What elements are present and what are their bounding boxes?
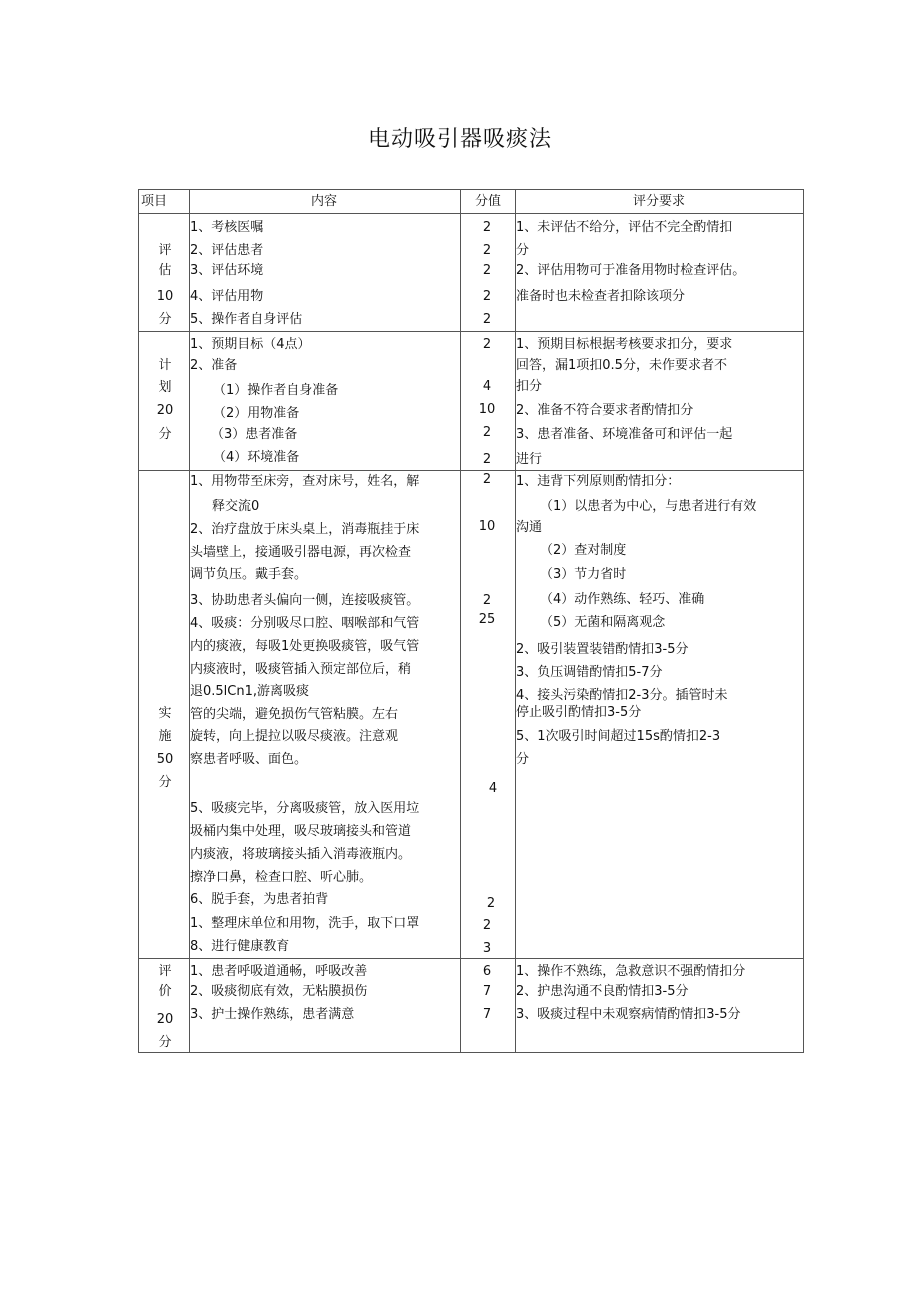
implementation-requirement-line: 沟通 <box>516 520 543 535</box>
assessment-requirement-line: 2、评估用物可于准备用物时检查评估。 <box>516 263 746 278</box>
implementation-score: 2 <box>482 918 492 933</box>
table-border-top <box>138 189 804 190</box>
header-requirements: 评分要求 <box>632 194 686 209</box>
implementation-requirement-line: （5）无菌和隔离观念 <box>540 615 666 630</box>
planning-requirement-line: 进行 <box>516 452 543 467</box>
implementation-content-line: 调节负压。戴手套。 <box>190 567 308 582</box>
implementation-requirement-line: 2、吸引装置装错酌情扣3-5分 <box>516 642 689 657</box>
implementation-content-line: 释交流0 <box>212 499 260 514</box>
evaluation-requirement-line: 2、护患沟通不良酌情扣3-5分 <box>516 984 689 999</box>
implementation-requirement-line: （1）以患者为中心，与患者进行有效 <box>540 499 757 514</box>
implementation-requirement-line: （4）动作熟练、轻巧、准确 <box>540 592 705 607</box>
document-title: 电动吸引器吸痰法 <box>367 127 552 152</box>
planning-requirement-line: 2、准备不符合要求者酌情扣分 <box>516 403 694 418</box>
evaluation-score: 7 <box>482 1007 492 1022</box>
table-border-bottom <box>138 1052 804 1053</box>
planning-item-label: 划 <box>158 380 172 395</box>
planning-content-line: （4）环境准备 <box>213 450 300 465</box>
planning-requirement-line: 1、预期目标根据考核要求扣分，要求 <box>516 337 733 352</box>
implementation-requirement-line: 4、接头污染酌情扣2-3分。插管时未 <box>516 688 728 703</box>
planning-content-line: 2、准备 <box>190 358 238 373</box>
assessment-score: 2 <box>482 289 492 304</box>
assessment-content-line: 4、评估用物 <box>190 289 264 304</box>
table-border-right <box>803 189 804 1053</box>
implementation-content-line: 6、脱手套，为患者拍背 <box>190 892 329 907</box>
table-divider <box>138 213 804 214</box>
assessment-content-line: 1、考核医嘱 <box>190 220 264 235</box>
evaluation-requirement-line: 3、吸痰过程中未观察病情酌情扣3-5分 <box>516 1007 741 1022</box>
assessment-score: 2 <box>482 312 492 327</box>
assessment-content-line: 5、操作者自身评估 <box>190 312 303 327</box>
implementation-requirement-line: 5、1次吸引时间超过15s酌情扣2-3 <box>516 729 721 744</box>
assessment-requirement-line: 1、未评估不给分，评估不完全酌情扣 <box>516 220 733 235</box>
table-border-left <box>138 189 139 1053</box>
implementation-item-label: 50 <box>156 752 174 767</box>
planning-score: 2 <box>482 337 492 352</box>
assessment-item-label: 估 <box>158 263 172 278</box>
table-divider <box>138 958 804 959</box>
column-divider <box>460 189 461 1053</box>
assessment-item-label: 分 <box>158 312 172 327</box>
implementation-content-line: 擦净口鼻，检查口腔、听心肺。 <box>190 870 373 885</box>
implementation-score: 10 <box>478 519 496 534</box>
evaluation-score: 7 <box>482 984 492 999</box>
implementation-item-label: 分 <box>158 775 172 790</box>
implementation-requirement-line: 1、违背下列原则酌情扣分： <box>516 474 681 489</box>
planning-requirement-line: 扣分 <box>516 379 543 394</box>
planning-score: 2 <box>482 452 492 467</box>
implementation-content-line: 内的痰液，每吸1处更换吸痰管，吸气管 <box>190 639 420 654</box>
implementation-requirement-line: 停止吸引酌情扣3-5分 <box>516 705 642 720</box>
implementation-content-line: 1、用物带至床旁，查对床号，姓名，解 <box>190 474 420 489</box>
implementation-content-line: 管的尖端，避免损伤气管粘膜。左右 <box>190 707 399 722</box>
planning-requirement-line: 3、患者准备、环境准备可和评估一起 <box>516 427 733 442</box>
header-score: 分值 <box>474 194 502 209</box>
planning-content-line: （3）患者准备 <box>211 427 298 442</box>
implementation-score: 2 <box>486 896 496 911</box>
implementation-content-line: 内痰液时，吸痰管插入预定部位后，稍 <box>190 662 412 677</box>
header-item: 项目 <box>141 194 168 209</box>
implementation-content-line: 3、协助患者头偏向一侧，连接吸痰管。 <box>190 593 420 608</box>
assessment-content-line: 3、评估环境 <box>190 263 264 278</box>
planning-score: 4 <box>482 379 492 394</box>
evaluation-content-line: 3、护士操作熟练，患者满意 <box>190 1007 355 1022</box>
header-content: 内容 <box>310 194 338 209</box>
implementation-requirement-line: 3、负压调错酌情扣5-7分 <box>516 665 663 680</box>
planning-item-label: 分 <box>158 427 172 442</box>
implementation-score: 2 <box>482 472 492 487</box>
implementation-content-line: 旋转，向上提拉以吸尽痰液。注意观 <box>190 729 399 744</box>
assessment-requirement-line: 分 <box>516 243 530 258</box>
assessment-score: 2 <box>482 220 492 235</box>
implementation-content-line: 头墙壁上，接通吸引器电源，再次检查 <box>190 545 412 560</box>
implementation-content-line: 内痰液，将玻璃接头插入消毒液瓶内。 <box>190 847 412 862</box>
implementation-score: 3 <box>482 941 492 956</box>
implementation-requirement-line: 分 <box>516 752 530 767</box>
planning-item-label: 计 <box>158 358 172 373</box>
column-divider <box>515 189 516 1053</box>
evaluation-content-line: 2、吸痰彻底有效，无粘膜损伤 <box>190 984 368 999</box>
implementation-content-line: 圾桶内集中处理，吸尽玻璃接头和管道 <box>190 824 412 839</box>
assessment-requirement-line: 准备时也未检查者扣除该项分 <box>516 289 686 304</box>
assessment-content-line: 2、评估患者 <box>190 243 264 258</box>
implementation-content-line: 退0.5lCn1,游离吸痰 <box>190 684 310 699</box>
assessment-score: 2 <box>482 263 492 278</box>
implementation-item-label: 实 <box>158 706 172 721</box>
planning-score: 10 <box>478 402 496 417</box>
evaluation-score: 6 <box>482 964 492 979</box>
implementation-content-line: 察患者呼吸、面色。 <box>190 752 308 767</box>
implementation-score: 2 <box>482 593 492 608</box>
evaluation-requirement-line: 1、操作不熟练，急救意识不强酌情扣分 <box>516 964 746 979</box>
implementation-content-line: 1、整理床单位和用物，洗手，取下口罩 <box>190 916 420 931</box>
evaluation-item-label: 20 <box>156 1012 174 1027</box>
implementation-requirement-line: （2）查对制度 <box>540 543 627 558</box>
implementation-content-line: 4、吸痰：分别吸尽口腔、咽喉部和气管 <box>190 616 420 631</box>
planning-requirement-line: 回答，漏1项扣0.5分，未作要求者不 <box>516 358 727 373</box>
assessment-score: 2 <box>482 243 492 258</box>
planning-content-line: （2）用物准备 <box>213 406 300 421</box>
implementation-score: 25 <box>478 612 496 627</box>
implementation-item-label: 施 <box>158 729 172 744</box>
implementation-content-line: 8、进行健康教育 <box>190 939 290 954</box>
assessment-item-label: 10 <box>156 289 174 304</box>
planning-content-line: （1）操作者自身准备 <box>213 383 339 398</box>
evaluation-content-line: 1、患者呼吸道通畅，呼吸改善 <box>190 964 368 979</box>
evaluation-item-label: 价 <box>158 984 172 999</box>
planning-item-label: 20 <box>156 403 174 418</box>
planning-score: 2 <box>482 425 492 440</box>
implementation-requirement-line: （3）节力省时 <box>540 567 627 582</box>
implementation-content-line: 5、吸痰完毕，分离吸痰管，放入医用垃 <box>190 801 420 816</box>
planning-content-line: 1、预期目标（4点） <box>190 337 311 352</box>
implementation-content-line: 2、治疗盘放于床头桌上，消毒瓶挂于床 <box>190 522 420 537</box>
assessment-item-label: 评 <box>158 243 172 258</box>
table-divider <box>138 331 804 332</box>
evaluation-item-label: 分 <box>158 1035 172 1050</box>
implementation-score: 4 <box>488 781 498 796</box>
table-divider <box>138 470 804 471</box>
evaluation-item-label: 评 <box>158 964 172 979</box>
